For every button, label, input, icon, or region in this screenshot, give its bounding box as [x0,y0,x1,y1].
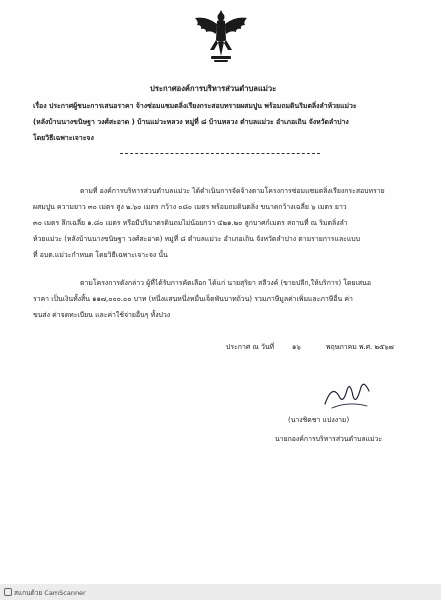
garuda-emblem-icon [193,10,249,64]
paragraph1-line-2: ผสมปูน ความยาว ๓๐ เมตร สูง ๒.๖๐ เมตร กว้าง ๐๘๐ เมตร พร้อมถมดินตลิ่ง ขนาดกว้างเฉลี่ย ๖ เมตร ยาว [33,203,347,211]
date-prefix: ประกาศ ณ วันที่ [226,343,275,351]
date-day: ๑๖ [292,343,301,351]
camscanner-label: สแกนด้วย CamScanner [14,589,86,597]
date-month-year: พฤษภาคม พ.ศ. ๒๕๖๗ [326,343,394,351]
subject-line-1: เรื่อง ประกาศผู้ชนะการเสนอราคา จ้างซ่อมแซมตลิ่งเรียงกระสอบทรายผสมปูน พร้อมถมดินริมตลิ่งลำห้วยแม่วะ [33,102,357,110]
signatory-position: นายกองค์การบริหารส่วนตำบลแม่วะ [275,435,383,443]
handwritten-signature [322,378,372,412]
camscanner-icon [4,588,12,596]
paragraph2-line-3: ขนส่ง ค่าจดทะเบียน และค่าใช้จ่ายอื่นๆ ทั้งปวง [33,311,171,319]
subject-line-2: (หลังบ้านนางขนิษฐา วงศ์สะอาด ) บ้านแม่วะหลวง หมู่ที่ ๘ บ้านหลวง ตำบลแม่วะ อำเภอเถิน จังหวัดลำปาง [33,118,349,126]
paragraph1-line-4: ห้วยแม่วะ (หลังบ้านนางขนิษฐา วงศ์สะอาด) หมู่ที่ ๘ ตำบลแม่วะ อำเภอเถิน จังหวัดลำปาง ตามรายการและแบบ [33,235,361,243]
paragraph1-line-1: ตามที่ องค์การบริหารส่วนตำบลแม่วะ ได้ดำเนินการจัดจ้างตามโครงการซ่อมแซมตลิ่งเรียงกระสอบทราย [80,187,385,195]
divider-line [120,153,320,154]
paragraph2-line-2: ราคา เป็นเงินทั้งสิ้น ๑๑๗,๐๐๐.๐๐ บาท (หนึ่งแสนหนึ่งหมื่นเจ็ดพันบาทถ้วน) รวมภาษีมูลค่าเพิ่มและภาษีอื่น ค่า [33,295,353,303]
paragraph2-line-1: ตามโครงการดังกล่าว ผู้ที่ได้รับการคัดเลือก ได้แก่ นายสุริยา สลีวงค์ (ขายปลีก,ให้บริการ) โดยเสนอ [80,279,371,287]
camscanner-footer [0,584,441,600]
announcement-title: ประกาศองค์การบริหารส่วนตำบลแม่วะ [150,84,277,93]
paragraph1-line-3: ๓๐ เมตร ลึกเฉลี่ย ๑.๘๐ เมตร หรือมีปริมาตรดินถมไม่น้อยกว่า ๔๒๑.๒๐ ลูกบาศก์เมตร สถานที่ ณ ริมตลิ่งลำ [33,219,348,227]
subject-line-3: โดยวิธีเฉพาะเจาะจง [33,134,94,142]
signatory-name: (นางชิดชา แปงงาม) [288,416,350,424]
paragraph1-line-5: ที่ อบต.แม่วะกำหนด โดยวิธีเฉพาะเจาะจง นั้น [33,251,168,259]
